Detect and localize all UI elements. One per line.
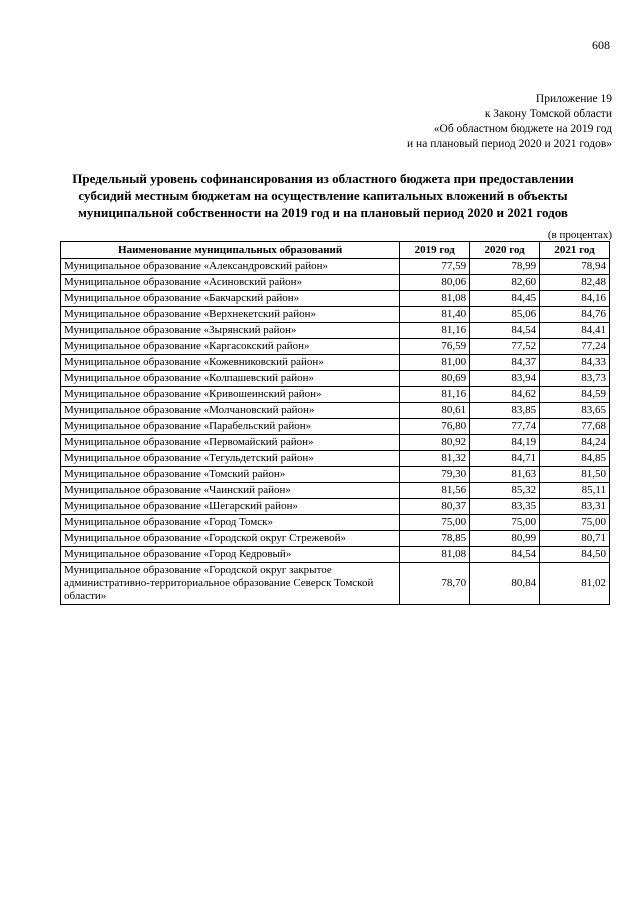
appendix-line: и на плановый период 2020 и 2021 годов»	[407, 138, 612, 150]
value-2019: 81,00	[400, 355, 470, 371]
value-2020: 81,63	[470, 467, 540, 483]
municipality-name: Муниципальное образование «Город Томск»	[61, 515, 400, 531]
value-2021: 84,50	[540, 547, 610, 563]
value-2021: 83,73	[540, 371, 610, 387]
value-2019: 80,69	[400, 371, 470, 387]
municipality-name: Муниципальное образование «Тегульдетский район»	[61, 451, 400, 467]
value-2020: 84,54	[470, 323, 540, 339]
value-2021: 83,31	[540, 499, 610, 515]
header-2019: 2019 год	[400, 242, 470, 259]
value-2021: 77,68	[540, 419, 610, 435]
value-2021: 83,65	[540, 403, 610, 419]
table-row	[61, 419, 610, 435]
table-row	[61, 563, 610, 605]
table-row	[61, 531, 610, 547]
table-row	[61, 355, 610, 371]
value-2019: 78,70	[400, 563, 470, 605]
value-2019: 80,92	[400, 435, 470, 451]
table-header-row	[61, 242, 610, 259]
municipality-name: Муниципальное образование «Город Кедровый»	[61, 547, 400, 563]
header-2020: 2020 год	[470, 242, 540, 259]
page-number: 608	[592, 38, 610, 52]
table-row	[61, 275, 610, 291]
municipality-name: Муниципальное образование «Молчановский район»	[61, 403, 400, 419]
value-2019: 81,16	[400, 387, 470, 403]
value-2021: 84,33	[540, 355, 610, 371]
document-title	[40, 170, 606, 221]
value-2021: 85,11	[540, 483, 610, 499]
municipality-name: Муниципальное образование «Кожевниковский район»	[61, 355, 400, 371]
table-row	[61, 515, 610, 531]
value-2021: 84,24	[540, 435, 610, 451]
header-2021: 2021 год	[540, 242, 610, 259]
appendix-line: к Закону Томской области	[484, 108, 612, 120]
value-2021: 84,76	[540, 307, 610, 323]
value-2019: 76,80	[400, 419, 470, 435]
cofinancing-table	[60, 241, 610, 605]
title-line: субсидий местным бюджетам на осуществление капитальных вложений в объекты	[78, 188, 568, 203]
value-2020: 80,99	[470, 531, 540, 547]
value-2021: 84,41	[540, 323, 610, 339]
value-2019: 80,37	[400, 499, 470, 515]
value-2020: 82,60	[470, 275, 540, 291]
value-2020: 84,37	[470, 355, 540, 371]
value-2020: 84,71	[470, 451, 540, 467]
table-row	[61, 323, 610, 339]
value-2019: 80,61	[400, 403, 470, 419]
table-row	[61, 483, 610, 499]
value-2020: 84,45	[470, 291, 540, 307]
value-2021: 78,94	[540, 259, 610, 275]
municipality-name: Муниципальное образование «Городской округ закрытое административно-территориальное образование Северск Томской области»	[61, 563, 400, 605]
table-row	[61, 467, 610, 483]
appendix-reference	[312, 92, 612, 152]
value-2019: 81,32	[400, 451, 470, 467]
appendix-line: Приложение 19	[535, 93, 612, 105]
municipality-name: Муниципальное образование «Томский район»	[61, 467, 400, 483]
municipality-name: Муниципальное образование «Верхнекетский район»	[61, 307, 400, 323]
table-row	[61, 339, 610, 355]
municipality-name: Муниципальное образование «Александровский район»	[61, 259, 400, 275]
value-2020: 78,99	[470, 259, 540, 275]
value-2020: 83,35	[470, 499, 540, 515]
municipality-name: Муниципальное образование «Бакчарский район»	[61, 291, 400, 307]
value-2019: 76,59	[400, 339, 470, 355]
value-2020: 75,00	[470, 515, 540, 531]
value-2021: 81,50	[540, 467, 610, 483]
table-row	[61, 499, 610, 515]
value-2020: 84,62	[470, 387, 540, 403]
table-row	[61, 403, 610, 419]
value-2020: 77,74	[470, 419, 540, 435]
value-2019: 81,40	[400, 307, 470, 323]
value-2021: 84,85	[540, 451, 610, 467]
value-2021: 82,48	[540, 275, 610, 291]
table-row	[61, 451, 610, 467]
value-2019: 75,00	[400, 515, 470, 531]
value-2019: 81,08	[400, 547, 470, 563]
title-line: Предельный уровень софинансирования из областного бюджета при предоставлении	[72, 171, 574, 186]
municipality-name: Муниципальное образование «Городской округ Стрежевой»	[61, 531, 400, 547]
value-2019: 81,08	[400, 291, 470, 307]
value-2021: 81,02	[540, 563, 610, 605]
municipality-name: Муниципальное образование «Асиновский район»	[61, 275, 400, 291]
value-2020: 77,52	[470, 339, 540, 355]
municipality-name: Муниципальное образование «Колпашевский район»	[61, 371, 400, 387]
table-row	[61, 307, 610, 323]
value-2020: 84,54	[470, 547, 540, 563]
table-row	[61, 371, 610, 387]
municipality-name: Муниципальное образование «Шегарский район»	[61, 499, 400, 515]
municipality-name: Муниципальное образование «Зырянский район»	[61, 323, 400, 339]
value-2019: 77,59	[400, 259, 470, 275]
table-row	[61, 547, 610, 563]
municipality-name: Муниципальное образование «Парабельский район»	[61, 419, 400, 435]
value-2020: 84,19	[470, 435, 540, 451]
value-2019: 78,85	[400, 531, 470, 547]
value-2021: 75,00	[540, 515, 610, 531]
value-2019: 80,06	[400, 275, 470, 291]
value-2021: 84,59	[540, 387, 610, 403]
table-body	[61, 259, 610, 605]
table-row	[61, 291, 610, 307]
value-2021: 80,71	[540, 531, 610, 547]
municipality-name: Муниципальное образование «Чаинский район»	[61, 483, 400, 499]
value-2019: 81,56	[400, 483, 470, 499]
value-2020: 85,32	[470, 483, 540, 499]
table-row	[61, 259, 610, 275]
value-2021: 84,16	[540, 291, 610, 307]
value-2019: 81,16	[400, 323, 470, 339]
value-2021: 77,24	[540, 339, 610, 355]
table-row	[61, 435, 610, 451]
units-note: (в процентах)	[547, 229, 612, 241]
value-2020: 83,94	[470, 371, 540, 387]
value-2019: 79,30	[400, 467, 470, 483]
value-2020: 83,85	[470, 403, 540, 419]
municipality-name: Муниципальное образование «Каргасокский район»	[61, 339, 400, 355]
appendix-line: «Об областном бюджете на 2019 год	[433, 123, 612, 135]
title-line: муниципальной собственности на 2019 год и на плановый период 2020 и 2021 годов	[78, 205, 568, 220]
value-2020: 85,06	[470, 307, 540, 323]
table-row	[61, 387, 610, 403]
header-name: Наименование муниципальных образований	[61, 242, 400, 259]
municipality-name: Муниципальное образование «Кривошеинский район»	[61, 387, 400, 403]
municipality-name: Муниципальное образование «Первомайский район»	[61, 435, 400, 451]
value-2020: 80,84	[470, 563, 540, 605]
